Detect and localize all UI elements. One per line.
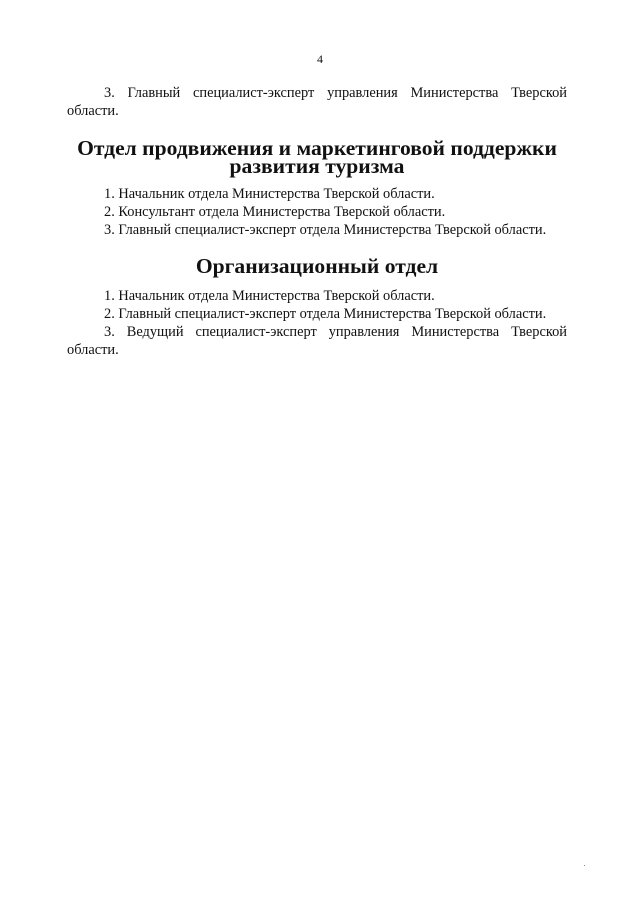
- page-number: 4: [317, 52, 323, 66]
- list-item: 3. Ведущий специалист-эксперт управления Министерства Тверской области.: [67, 324, 567, 358]
- list-item: 3. Главный специалист-эксперт управления Министерства Тверской области.: [67, 85, 567, 119]
- scan-speck: [584, 865, 585, 866]
- section-organizational: [67, 254, 567, 359]
- section-title: [67, 254, 567, 278]
- section-title-line: развития туризма: [229, 154, 405, 178]
- section-title-line: Организационный отдел: [195, 254, 439, 278]
- list-item: 2. Консультант отдела Министерства Тверской области.: [104, 204, 446, 220]
- document-body: [67, 84, 567, 359]
- section-title-line: Отдел продвижения и маркетинговой поддержки: [77, 136, 557, 160]
- list-item: 1. Начальник отдела Министерства Тверской области.: [104, 288, 435, 304]
- list-item: 3. Главный специалист-эксперт отдела Министерства Тверской области.: [104, 222, 547, 238]
- list-item: 2. Главный специалист-эксперт отдела Министерства Тверской области.: [104, 306, 547, 322]
- list-item: 1. Начальник отдела Министерства Тверской области.: [104, 186, 435, 202]
- section-promotion-marketing: [67, 136, 567, 239]
- section-title: [67, 136, 567, 178]
